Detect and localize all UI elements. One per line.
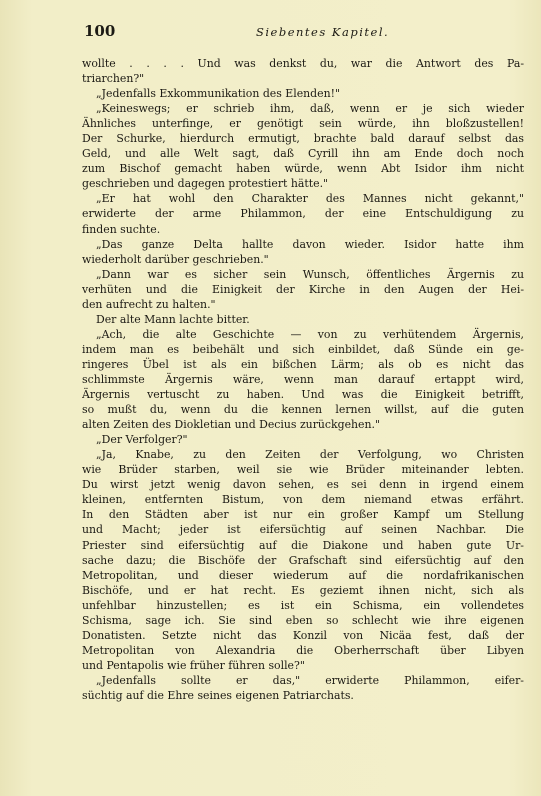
text-line: Geld, und alle Welt sagt, daß Cyrill ihn am Ende doch noch bbox=[82, 147, 524, 161]
paragraph bbox=[82, 237, 524, 267]
page-header bbox=[84, 22, 524, 42]
text-line: „Dann war es sicher sein Wunsch, öffentliches Ärgernis zu bbox=[96, 267, 524, 281]
text-line: Du wirst jetzt wenig davon sehen, es sei denn in irgend einem bbox=[82, 478, 524, 492]
text-line: „Er hat wohl den Charakter des Mannes nicht gekannt," bbox=[96, 192, 524, 206]
text-line: Priester sind eifersüchtig auf die Diakone und haben gute Ur- bbox=[82, 538, 524, 552]
paragraph bbox=[82, 267, 524, 312]
text-line: „Jedenfalls Exkommunikation des Elenden!" bbox=[96, 87, 340, 101]
text-line: süchtig auf die Ehre seines eigenen Patriarchats. bbox=[82, 688, 354, 702]
paragraph bbox=[82, 56, 524, 86]
text-line: wollte . . . . Und was denkst du, war die Antwort des Pa- bbox=[82, 57, 524, 70]
paragraph bbox=[82, 447, 524, 673]
text-line: „Keineswegs; er schrieb ihm, daß, wenn er je sich wieder bbox=[96, 102, 524, 116]
text-line: kleinen, entfernten Bistum, von dem niemand etwas erfährt. bbox=[82, 493, 524, 507]
paragraph bbox=[82, 312, 524, 327]
text-line: Donatisten. Setzte nicht das Konzil von Nicäa fest, daß der bbox=[82, 628, 524, 642]
text-line: und Pentapolis wie früher führen solle?" bbox=[82, 658, 305, 672]
text-line: „Der Verfolger?" bbox=[96, 433, 188, 447]
text-line: den aufrecht zu halten." bbox=[82, 297, 216, 311]
text-line: Schisma, sage ich. Sie sind eben so schlecht wie ihre eigenen bbox=[82, 613, 524, 627]
text-line: wiederholt darüber geschrieben." bbox=[82, 252, 269, 266]
text-line: triarchen?" bbox=[82, 72, 145, 86]
text-line: erwiderte der arme Philammon, der eine Entschuldigung zu bbox=[82, 207, 524, 221]
body-text bbox=[82, 56, 524, 703]
text-line: Der alte Mann lachte bitter. bbox=[96, 312, 250, 326]
text-line: alten Zeiten des Diokletian und Decius zurückgehen." bbox=[82, 418, 380, 432]
text-line: Der Schurke, hierdurch ermutigt, brachte bald darauf selbst das bbox=[82, 132, 524, 146]
paragraph bbox=[82, 673, 524, 703]
text-line: so mußt du, wenn du die kennen lernen willst, auf die guten bbox=[82, 403, 524, 417]
text-line: Bischöfe, und er hat recht. Es geziemt ihnen nicht, sich als bbox=[82, 583, 524, 597]
text-line: Metropolitan von Alexandria die Oberherrschaft über Libyen bbox=[82, 643, 524, 657]
page-number: 100 bbox=[84, 22, 116, 40]
text-line: „Jedenfalls sollte er das," erwiderte Philammon, eifer- bbox=[96, 673, 524, 687]
text-line: verhüten und die Einigkeit der Kirche in den Augen der Hei- bbox=[82, 282, 524, 296]
text-line: „Das ganze Delta hallte davon wieder. Isidor hatte ihm bbox=[96, 237, 524, 251]
text-line: zum Bischof gemacht haben würde, wenn Abt Isidor ihm nicht bbox=[82, 162, 524, 176]
running-head: Siebentes Kapitel. bbox=[256, 25, 390, 39]
paragraph bbox=[82, 327, 524, 432]
text-line: Ärgernis vertuscht zu haben. Und was die Einigkeit betrifft, bbox=[82, 388, 524, 402]
text-line: „Ja, Knabe, zu den Zeiten der Verfolgung, wo Christen bbox=[96, 448, 524, 462]
paragraph bbox=[82, 191, 524, 236]
text-line: unfehlbar hinzustellen; es ist ein Schisma, ein vollendetes bbox=[82, 598, 524, 612]
text-line: ringeres Übel ist als ein bißchen Lärm; als ob es nicht das bbox=[82, 357, 524, 371]
text-line: Ähnliches unterfinge, er genötigt sein würde, ihn bloßzustellen! bbox=[82, 117, 524, 131]
text-line: Metropolitan, und dieser wiederum auf die nordafrikanischen bbox=[82, 568, 524, 582]
text-line: schlimmste Ärgernis wäre, wenn man darauf ertappt wird, bbox=[82, 372, 524, 386]
paragraph bbox=[82, 432, 524, 447]
text-line: finden suchte. bbox=[82, 222, 161, 236]
text-line: indem man es beibehält und sich einbildet, daß Sünde ein ge- bbox=[82, 342, 524, 356]
paragraph bbox=[82, 101, 524, 191]
text-line: und Macht; jeder ist eifersüchtig auf seinen Nachbar. Die bbox=[82, 523, 524, 537]
text-line: In den Städten aber ist nur ein großer Kampf um Stellung bbox=[82, 508, 524, 522]
paragraph bbox=[82, 86, 524, 101]
text-line: geschrieben und dagegen protestiert hätte." bbox=[82, 177, 329, 191]
text-line: „Ach, die alte Geschichte — von zu verhütendem Ärgernis, bbox=[96, 327, 524, 341]
text-line: wie Brüder starben, weil sie wie Brüder miteinander lebten. bbox=[82, 463, 524, 477]
text-line: sache dazu; die Bischöfe der Grafschaft sind eifersüchtig auf den bbox=[82, 553, 524, 567]
